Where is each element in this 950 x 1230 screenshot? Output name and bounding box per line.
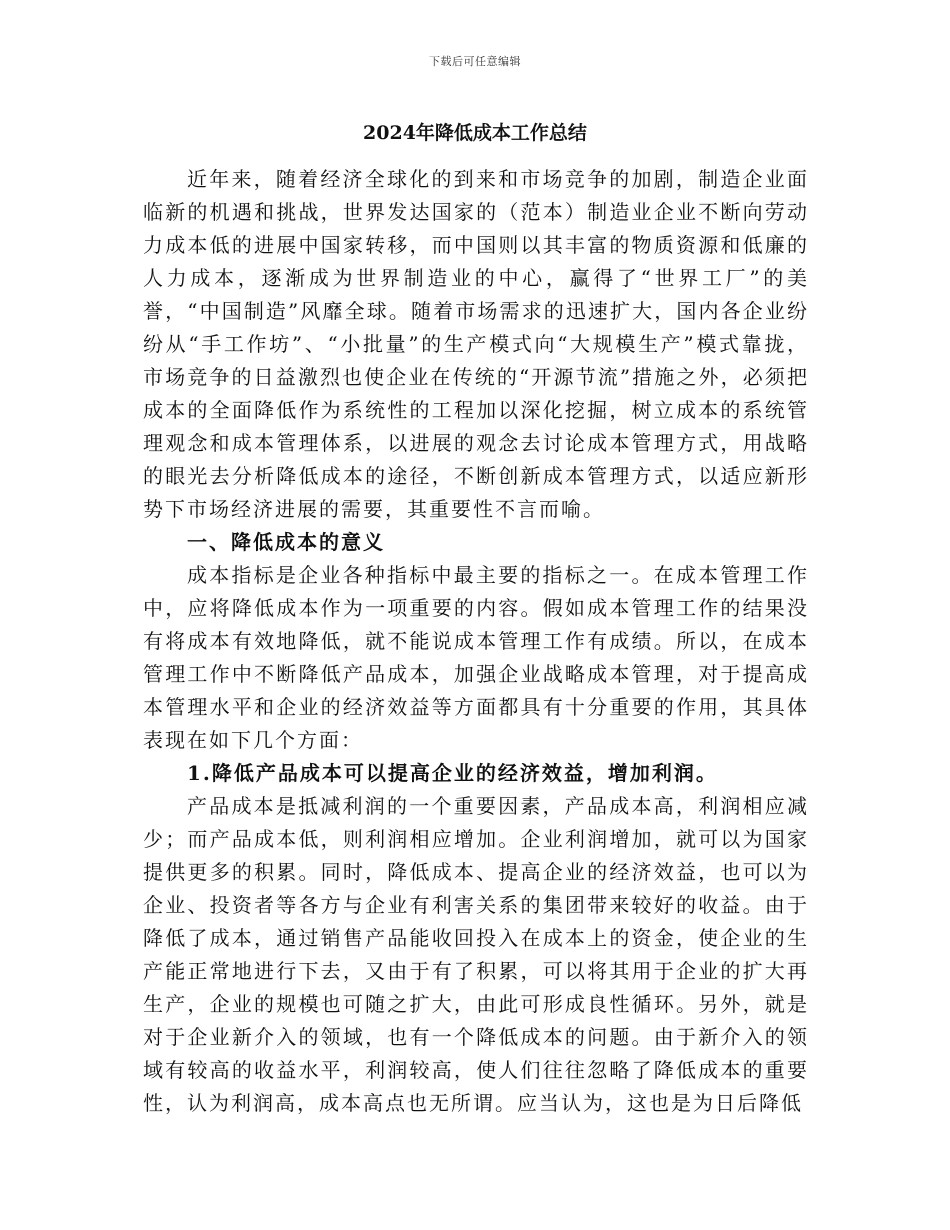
document-body [143,163,809,1120]
subsection-heading-benefits: 1.降低产品成本可以提高企业的经济效益，增加利润。 [187,761,718,785]
header-note: 下载后可任意编辑 [429,55,521,68]
intro-paragraph: 近年来，随着经济全球化的到来和市场竞争的加剧，制造企业面临新的机遇和挑战，世界发达国家的（范本）制造业企业不断向劳动力成本低的进展中国家转移，而中国则以其丰富的物质资源和低廉的人力成本，逐渐成为世界制造业的中心，赢得了“世界工厂”的美誉，“中国制造”风靡全球。随着市场需求的迅速扩大，国内各企业纷纷从“手工作坊”、“小批量”的生产模式向“大规模生产”模式靠拢，市场竞争的日益激烈也使企业在传统的“开源节流”措施之外，必须把成本的全面降低作为系统性的工程加以深化挖掘，树立成本的系统管理观念和成本管理体系，以进展的观念去讨论成本管理方式，用战略的眼光去分析降低成本的途径，不断创新成本管理方式，以适应新形势下市场经济进展的需要，其重要性不言而喻。 [143,167,809,521]
section-heading-significance: 一、降低成本的意义 [187,530,385,554]
subsection-paragraph-benefits: 产品成本是抵减利润的一个重要因素，产品成本高，利润相应减少；而产品成本低，则利润相应增加。企业利润增加，就可以为国家提供更多的积累。同时，降低成本、提高企业的经济效益，也可以为企业、投资者等各方与企业有利害关系的集团带来较好的收益。由于降低了成本，通过销售产品能收回投入在成本上的资金，使企业的生产能正常地进行下去，又由于有了积累，可以将其用于企业的扩大再生产，企业的规模也可随之扩大，由此可形成良性循环。另外，就是对于企业新介入的领域，也有一个降低成本的问题。由于新介入的领域有较高的收益水平，利润较高，使人们往往忽略了降低成本的重要性，认为利润高，成本高点也无所谓。应当认为，这也是为日后降低 [143,794,809,1115]
document-title: 2024年降低成本工作总结 [363,122,587,144]
section-paragraph-significance: 成本指标是企业各种指标中最主要的指标之一。在成本管理工作中，应将降低成本作为一项重要的内容。假如成本管理工作的结果没有将成本有效地降低，就不能说成本管理工作有成绩。所以，在成本管理工作中不断降低产品成本，加强企业战略成本管理，对于提高成本管理水平和企业的经济效益等方面都具有十分重要的作用，其具体表现在如下几个方面： [143,563,809,752]
